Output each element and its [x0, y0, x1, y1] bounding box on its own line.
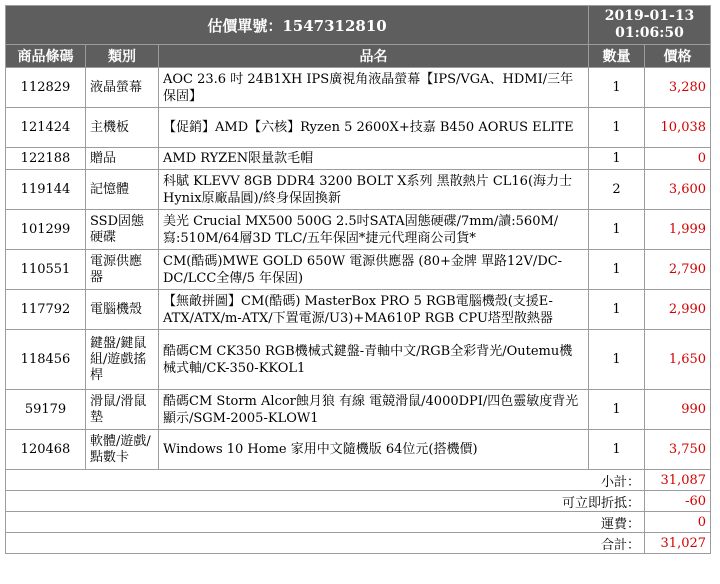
column-header-category: 類別: [86, 45, 159, 68]
item-code: 112829: [6, 68, 86, 108]
subtotal-label: 小計：: [6, 470, 645, 491]
item-price: 3,600: [645, 170, 711, 210]
item-row: [6, 108, 711, 148]
item-category: 鍵盤/鍵鼠組/遊戲搖桿: [86, 330, 159, 390]
item-name: AOC 23.6 吋 24B1XH IPS廣視角液晶螢幕【IPS/VGA、HDMI/三年保固】: [159, 68, 589, 108]
subtotal-value: 31,087: [645, 470, 711, 491]
item-category: 記憶體: [86, 170, 159, 210]
item-qty: 1: [589, 68, 645, 108]
item-name: 酷碼CM Storm Alcor蝕月狼 有線 電競滑鼠/4000DPI/四色靈敏度背光顯示/SGM-2005-KLOW1: [159, 390, 589, 430]
shipping-row: [6, 512, 711, 533]
column-header-row: [6, 45, 711, 68]
discount-label: 可立即折抵：: [6, 491, 645, 512]
item-name: CM(酷碼)MWE GOLD 650W 電源供應器 (80+金牌 單路12V/DC-DC/LCC全傳/5 年保固): [159, 250, 589, 290]
discount-row: [6, 491, 711, 512]
column-header-qty: 數量: [589, 45, 645, 68]
item-code: 121424: [6, 108, 86, 148]
item-row: [6, 290, 711, 330]
item-qty: 1: [589, 148, 645, 170]
item-code: 119144: [6, 170, 86, 210]
total-label: 合計：: [6, 533, 645, 554]
item-code: 118456: [6, 330, 86, 390]
item-row: [6, 210, 711, 250]
item-price: 990: [645, 390, 711, 430]
item-name: 美光 Crucial MX500 500G 2.5吋SATA固態硬碟/7mm/讀:560M/寫:510M/64層3D TLC/五年保固*捷元代理商公司貨*: [159, 210, 589, 250]
item-name: AMD RYZEN限量款毛帽: [159, 148, 589, 170]
item-category: 電源供應器: [86, 250, 159, 290]
item-qty: 1: [589, 250, 645, 290]
item-price: 1,999: [645, 210, 711, 250]
item-row: [6, 170, 711, 210]
item-name: 科賦 KLEVV 8GB DDR4 3200 BOLT X系列 黑散熱片 CL16(海力士 Hynix原廠晶圓)/終身保固換新: [159, 170, 589, 210]
item-name: Windows 10 Home 家用中文隨機版 64位元(搭機價): [159, 430, 589, 470]
item-price: 3,750: [645, 430, 711, 470]
total-row: [6, 533, 711, 554]
item-qty: 1: [589, 108, 645, 148]
item-code: 122188: [6, 148, 86, 170]
item-price: 10,038: [645, 108, 711, 148]
item-category: 贈品: [86, 148, 159, 170]
item-qty: 1: [589, 430, 645, 470]
column-header-code: 商品條碼: [6, 45, 86, 68]
item-qty: 2: [589, 170, 645, 210]
item-code: 110551: [6, 250, 86, 290]
item-qty: 1: [589, 330, 645, 390]
item-code: 120468: [6, 430, 86, 470]
item-code: 117792: [6, 290, 86, 330]
quote-time: 01:06:50: [615, 25, 684, 41]
item-category: 電腦機殼: [86, 290, 159, 330]
quote-number-title: 估價單號：1547312810: [6, 6, 589, 45]
item-price: 2,790: [645, 250, 711, 290]
item-row: [6, 330, 711, 390]
item-name: 酷碼CM CK350 RGB機械式鍵盤-青軸中文/RGB全彩背光/Outemu機械式軸/CK-350-KKOL1: [159, 330, 589, 390]
header-row: [6, 6, 711, 45]
item-name: 【促銷】AMD【六核】Ryzen 5 2600X+技嘉 B450 AORUS ELITE: [159, 108, 589, 148]
item-qty: 1: [589, 290, 645, 330]
subtotal-row: [6, 470, 711, 491]
item-row: [6, 68, 711, 108]
column-header-name: 品名: [159, 45, 589, 68]
quote-date: 2019-01-13: [604, 8, 695, 24]
item-code: 101299: [6, 210, 86, 250]
item-row: [6, 148, 711, 170]
shipping-value: 0: [645, 512, 711, 533]
item-category: 主機板: [86, 108, 159, 148]
shipping-label: 運費：: [6, 512, 645, 533]
item-category: 軟體/遊戲/點數卡: [86, 430, 159, 470]
column-header-price: 價格: [645, 45, 711, 68]
item-row: [6, 250, 711, 290]
item-name: 【無敵拼圖】CM(酷碼) MasterBox PRO 5 RGB電腦機殼(支援E-ATX/ATX/m-ATX/下置電源/U3)+MA610P RGB CPU塔型散熱器: [159, 290, 589, 330]
item-qty: 1: [589, 210, 645, 250]
quote-datetime: [589, 6, 711, 45]
item-code: 59179: [6, 390, 86, 430]
item-category: 滑鼠/滑鼠墊: [86, 390, 159, 430]
item-price: 3,280: [645, 68, 711, 108]
total-value: 31,027: [645, 533, 711, 554]
item-price: 0: [645, 148, 711, 170]
item-row: [6, 390, 711, 430]
item-price: 2,990: [645, 290, 711, 330]
item-category: 液晶螢幕: [86, 68, 159, 108]
quote-table: [5, 5, 711, 554]
item-row: [6, 430, 711, 470]
item-category: SSD固態硬碟: [86, 210, 159, 250]
item-qty: 1: [589, 390, 645, 430]
item-price: 1,650: [645, 330, 711, 390]
discount-value: -60: [645, 491, 711, 512]
